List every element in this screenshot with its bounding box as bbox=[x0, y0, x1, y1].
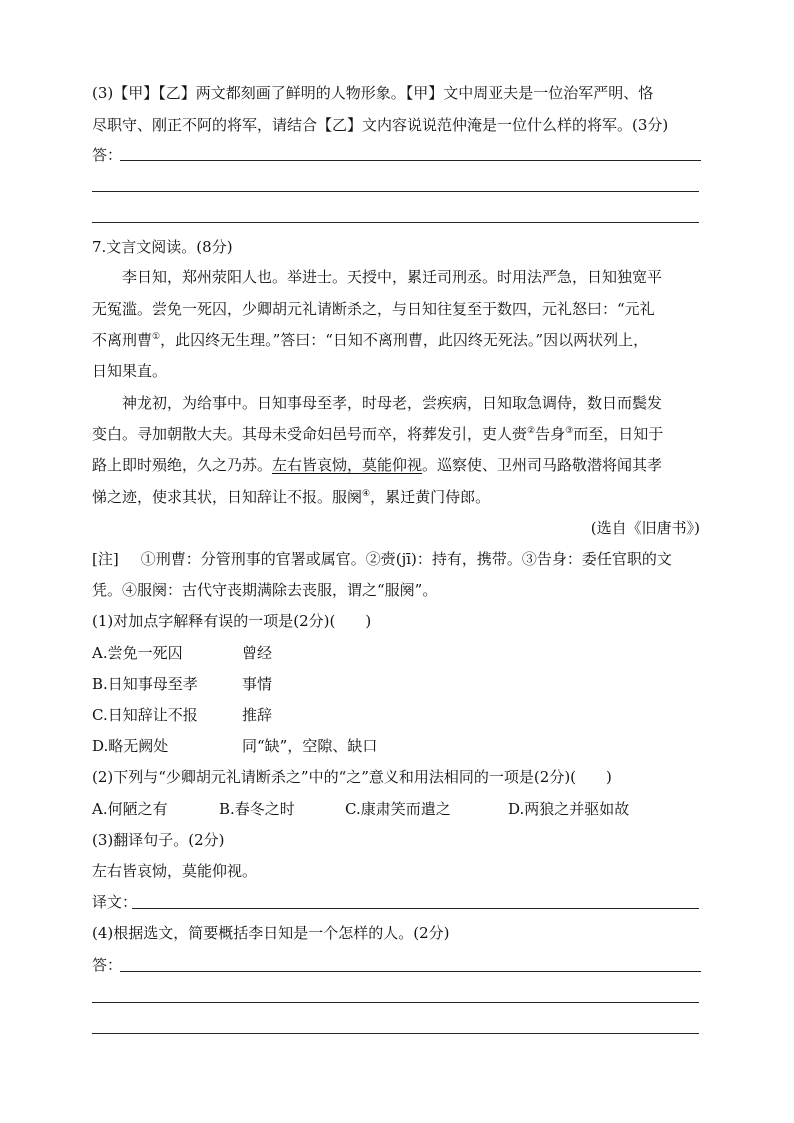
sub3-sentence: 左右皆哀恸，莫能仰视。 bbox=[92, 862, 258, 880]
sub1-option-b-text: B.日知事母至孝 bbox=[92, 675, 198, 693]
sub1-option-b-def: 事情 bbox=[242, 675, 273, 693]
note-mark-3: ③ bbox=[565, 426, 574, 436]
q7-p2-line2-b: 告身 bbox=[535, 425, 566, 443]
q3-answer-label: 答： bbox=[92, 146, 123, 164]
source-citation: (选自《旧唐书》) bbox=[590, 519, 700, 537]
sub3-answer-label: 译文： bbox=[92, 893, 138, 911]
notes-label: [注] bbox=[92, 550, 119, 568]
q7-p2-line3-b: 。巡察使、卫州司马路敬潜将闻其孝 bbox=[422, 456, 663, 474]
sub1-option-d-def: 同“缺”，空隙、缺口 bbox=[242, 737, 378, 755]
sub2-option-b[interactable]: B.春冬之时 bbox=[219, 800, 295, 818]
sub1-option-c-text: C.日知辞让不报 bbox=[92, 706, 198, 724]
sub1-option-c-def: 推辞 bbox=[242, 706, 273, 724]
q7-p2-line2-a: 变白。寻加朝散大夫。其母未受命妇邑号而卒，将葬发引，吏人赍 bbox=[92, 425, 528, 443]
q7-p2-line3-a: 路上即时殒绝，久之乃苏。 bbox=[92, 456, 273, 474]
sub1-option-d[interactable] bbox=[92, 737, 378, 755]
q3-text-line2: 尽职守、刚正不阿的将军，请结合【乙】文内容说说范仲淹是一位什么样的将军。(3分) bbox=[92, 116, 669, 134]
sub2-option-a[interactable]: A.何陋之有 bbox=[92, 800, 168, 818]
q3-answer-line-1[interactable] bbox=[120, 160, 701, 161]
q7-p1-line3-a: 不离刑曹 bbox=[92, 331, 153, 349]
sub1-option-b[interactable] bbox=[92, 675, 273, 693]
note-mark-2: ② bbox=[527, 426, 536, 436]
sub1-question: (1)对加点字解释有误的一项是(2分)( ) bbox=[92, 612, 372, 630]
sub4-answer-line-3[interactable] bbox=[92, 1033, 699, 1034]
q7-p2-line4 bbox=[92, 488, 490, 506]
notes-text-1: ①刑曹：分管刑事的官署或属官。②赍(jī)：持有，携带。③告身：委任官职的文 bbox=[140, 550, 672, 568]
q7-p1-line2: 无冤滥。尝免一死囚，少卿胡元礼请断杀之，与日知往复至于数四，元礼怒曰：“元礼 bbox=[92, 300, 655, 318]
sub4-answer-label: 答： bbox=[92, 956, 123, 974]
sub1-option-a[interactable] bbox=[92, 644, 273, 662]
sub4-answer-line-1[interactable] bbox=[120, 971, 701, 972]
notes-line1 bbox=[92, 550, 672, 568]
q7-p2-line2 bbox=[92, 425, 663, 443]
q7-p1-line3-b: ，此囚终无生理。”答曰：“日知不离刑曹，此囚终无死法。”因以两状列上， bbox=[160, 331, 649, 349]
note-mark-4: ④ bbox=[362, 489, 371, 499]
sub3-question: (3)翻译句子。(2分) bbox=[92, 831, 225, 849]
sub1-option-a-def: 曾经 bbox=[242, 644, 273, 662]
q7-p2-line4-a: 悌之迹，使求其状，日知辞让不报。服阕 bbox=[92, 488, 363, 506]
notes-line2: 凭。④服阕：古代守丧期满除去丧服，谓之“服阕”。 bbox=[92, 581, 438, 599]
q3-text-line1: (3)【甲】【乙】两文都刻画了鲜明的人物形象。【甲】文中周亚夫是一位治军严明、恪 bbox=[92, 84, 654, 102]
sub1-option-a-text: A.尝免一死囚 bbox=[92, 644, 183, 662]
q3-answer-line-2[interactable] bbox=[92, 191, 699, 192]
q7-p2-line3 bbox=[92, 456, 662, 474]
q7-p1-line4: 日知果直。 bbox=[92, 362, 168, 380]
q7-p2-line2-c: 而至，日知于 bbox=[573, 425, 664, 443]
q7-p1-line1: 李日知，郑州荥阳人也。举进士。天授中，累迁司刑丞。时用法严急，日知独宽平 bbox=[122, 268, 663, 286]
q7-p2-line1: 神龙初，为给事中。日知事母至孝，时母老，尝疾病，日知取急调侍，数日而鬓发 bbox=[122, 394, 663, 412]
underlined-sentence: 左右皆哀恸，莫能仰视 bbox=[272, 456, 423, 474]
q7-title: 7.文言文阅读。(8分) bbox=[92, 238, 233, 256]
sub1-option-d-text: D.略无阙处 bbox=[92, 737, 169, 755]
sub1-option-c[interactable] bbox=[92, 706, 273, 724]
sub3-answer-line[interactable] bbox=[132, 908, 699, 909]
q7-p2-line4-b: ，累迁黄门侍郎。 bbox=[370, 488, 491, 506]
sub2-question: (2)下列与“少卿胡元礼请断杀之”中的“之”意义和用法相同的一项是(2分)( ) bbox=[92, 768, 612, 786]
sub4-question: (4)根据选文，简要概括李日知是一个怎样的人。(2分) bbox=[92, 924, 450, 942]
q3-answer-line-3[interactable] bbox=[92, 222, 699, 223]
sub4-answer-line-2[interactable] bbox=[92, 1002, 699, 1003]
sub2-option-c[interactable]: C.康肃笑而遣之 bbox=[345, 800, 451, 818]
sub2-option-d[interactable]: D.两狼之并驱如故 bbox=[508, 800, 630, 818]
q7-p1-line3 bbox=[92, 331, 648, 349]
note-mark-1: ① bbox=[152, 332, 161, 342]
